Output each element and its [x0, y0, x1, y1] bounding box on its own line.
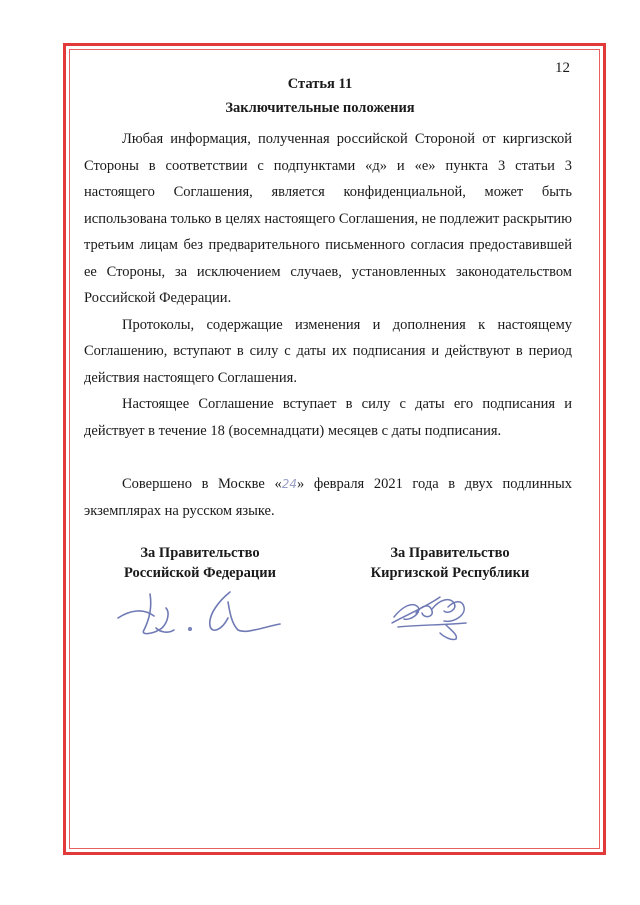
article-body	[84, 126, 572, 524]
signatory-party: Российской Федерации	[123, 565, 276, 581]
handwritten-signature-russia	[110, 588, 290, 640]
article-title: Статья 11	[287, 76, 353, 92]
signatory-party: Киргизской Республики	[370, 565, 530, 581]
signatory-label: За Правительство	[140, 545, 260, 561]
handwritten-signature-kyrgyzstan	[388, 585, 480, 641]
handwritten-day: 24	[281, 477, 297, 491]
signatory-label: За Правительство	[390, 545, 510, 561]
done-at-prefix: Совершено в Москве «	[122, 476, 282, 492]
paragraph-done-at	[84, 471, 572, 524]
signature-block-kyrgyzstan	[340, 543, 560, 583]
paragraph-protocols: Протоколы, содержащие изменения и дополнения к настоящему Соглашению, вступают в силу с даты их подписания и действуют в период действия настоящего Соглашения.	[84, 316, 572, 386]
page-number: 12	[555, 60, 570, 76]
done-at-suffix: » февраля 2021 года в двух подлинных экземплярах на русском языке.	[84, 476, 572, 519]
paragraph-confidentiality: Любая информация, полученная российской Стороной от киргизской Стороны в соответствии с подпунктами «д» и «е» пункта 3 статьи 3 настоящего Соглашения, является конфиденциальной, может быть использована только в целях настоящего Соглашения, не подлежит раскрытию третьим лицам без предварительного письменного согласия предоставившей ее Стороны, за исключением случаев, установленных законодательством Российской Федерации.	[84, 131, 572, 306]
article-subtitle: Заключительные положения	[225, 100, 415, 116]
paragraph-entry-into-force: Настоящее Соглашение вступает в силу с даты его подписания и действует в течение 18 (восемнадцати) месяцев с даты подписания.	[84, 396, 572, 439]
signature-block-russia	[90, 543, 310, 583]
